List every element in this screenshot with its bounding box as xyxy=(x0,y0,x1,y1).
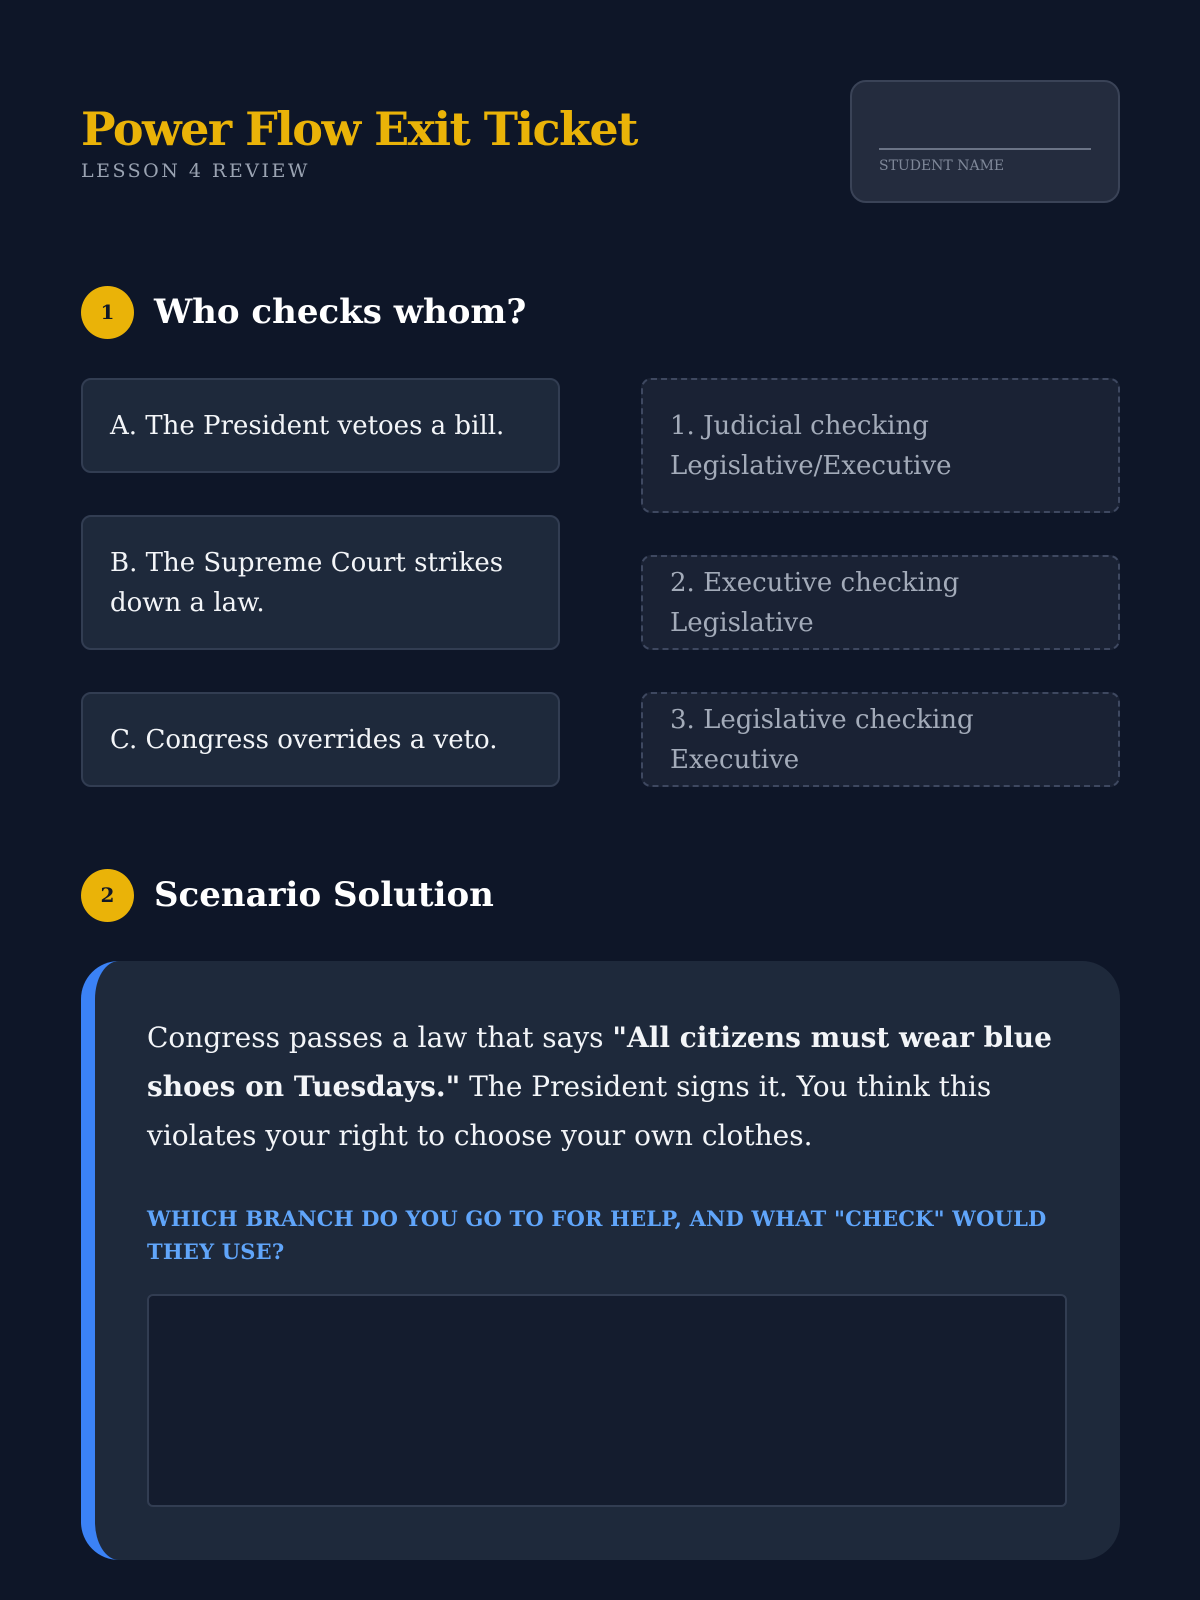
match-target-3[interactable] xyxy=(641,692,1120,787)
action-card-c[interactable] xyxy=(81,692,560,787)
section-2-heading xyxy=(81,868,494,922)
scenario-question: WHICH BRANCH DO YOU GO TO FOR HELP, AND WHAT "CHECK" WOULD THEY USE? xyxy=(147,1206,1047,1264)
answer-text-area[interactable] xyxy=(147,1294,1067,1507)
scenario-quote: "All citizens must wear blue shoes on Tuesdays." xyxy=(147,1021,1052,1103)
action-card-text: B. The Supreme Court strikes down a law. xyxy=(110,547,504,618)
scenario-rest: The President signs it. You think this violates your right to choose your own clothes. xyxy=(147,1070,992,1152)
student-name-field[interactable] xyxy=(850,80,1120,203)
match-target-1[interactable] xyxy=(641,378,1120,513)
scenario-text xyxy=(147,1013,1067,1160)
match-target-2[interactable] xyxy=(641,555,1120,650)
section-title: Who checks whom? xyxy=(154,292,527,332)
action-card-text: C. Congress overrides a veto. xyxy=(110,724,498,755)
scenario-panel xyxy=(81,961,1120,1560)
lesson-subtitle: LESSON 4 REVIEW xyxy=(81,160,310,182)
student-name-label: STUDENT NAME xyxy=(879,158,1005,174)
section-number-badge: 2 xyxy=(81,869,134,922)
match-target-text: 3. Legislative checking Executive xyxy=(670,704,974,775)
header xyxy=(81,80,1120,203)
page-title: Power Flow Exit Ticket xyxy=(81,102,637,156)
action-card-b[interactable] xyxy=(81,515,560,650)
match-target-text: 2. Executive checking Legislative xyxy=(670,567,960,638)
scenario-lead: Congress passes a law that says xyxy=(147,1021,613,1054)
action-card-text: A. The President vetoes a bill. xyxy=(110,410,505,441)
match-target-text: 1. Judicial checking Legislative/Executive xyxy=(670,410,952,481)
section-1-heading xyxy=(81,285,526,339)
action-card-a[interactable] xyxy=(81,378,560,473)
section-title: Scenario Solution xyxy=(154,875,494,915)
student-name-line[interactable] xyxy=(879,148,1091,150)
section-number-badge: 1 xyxy=(81,286,134,339)
